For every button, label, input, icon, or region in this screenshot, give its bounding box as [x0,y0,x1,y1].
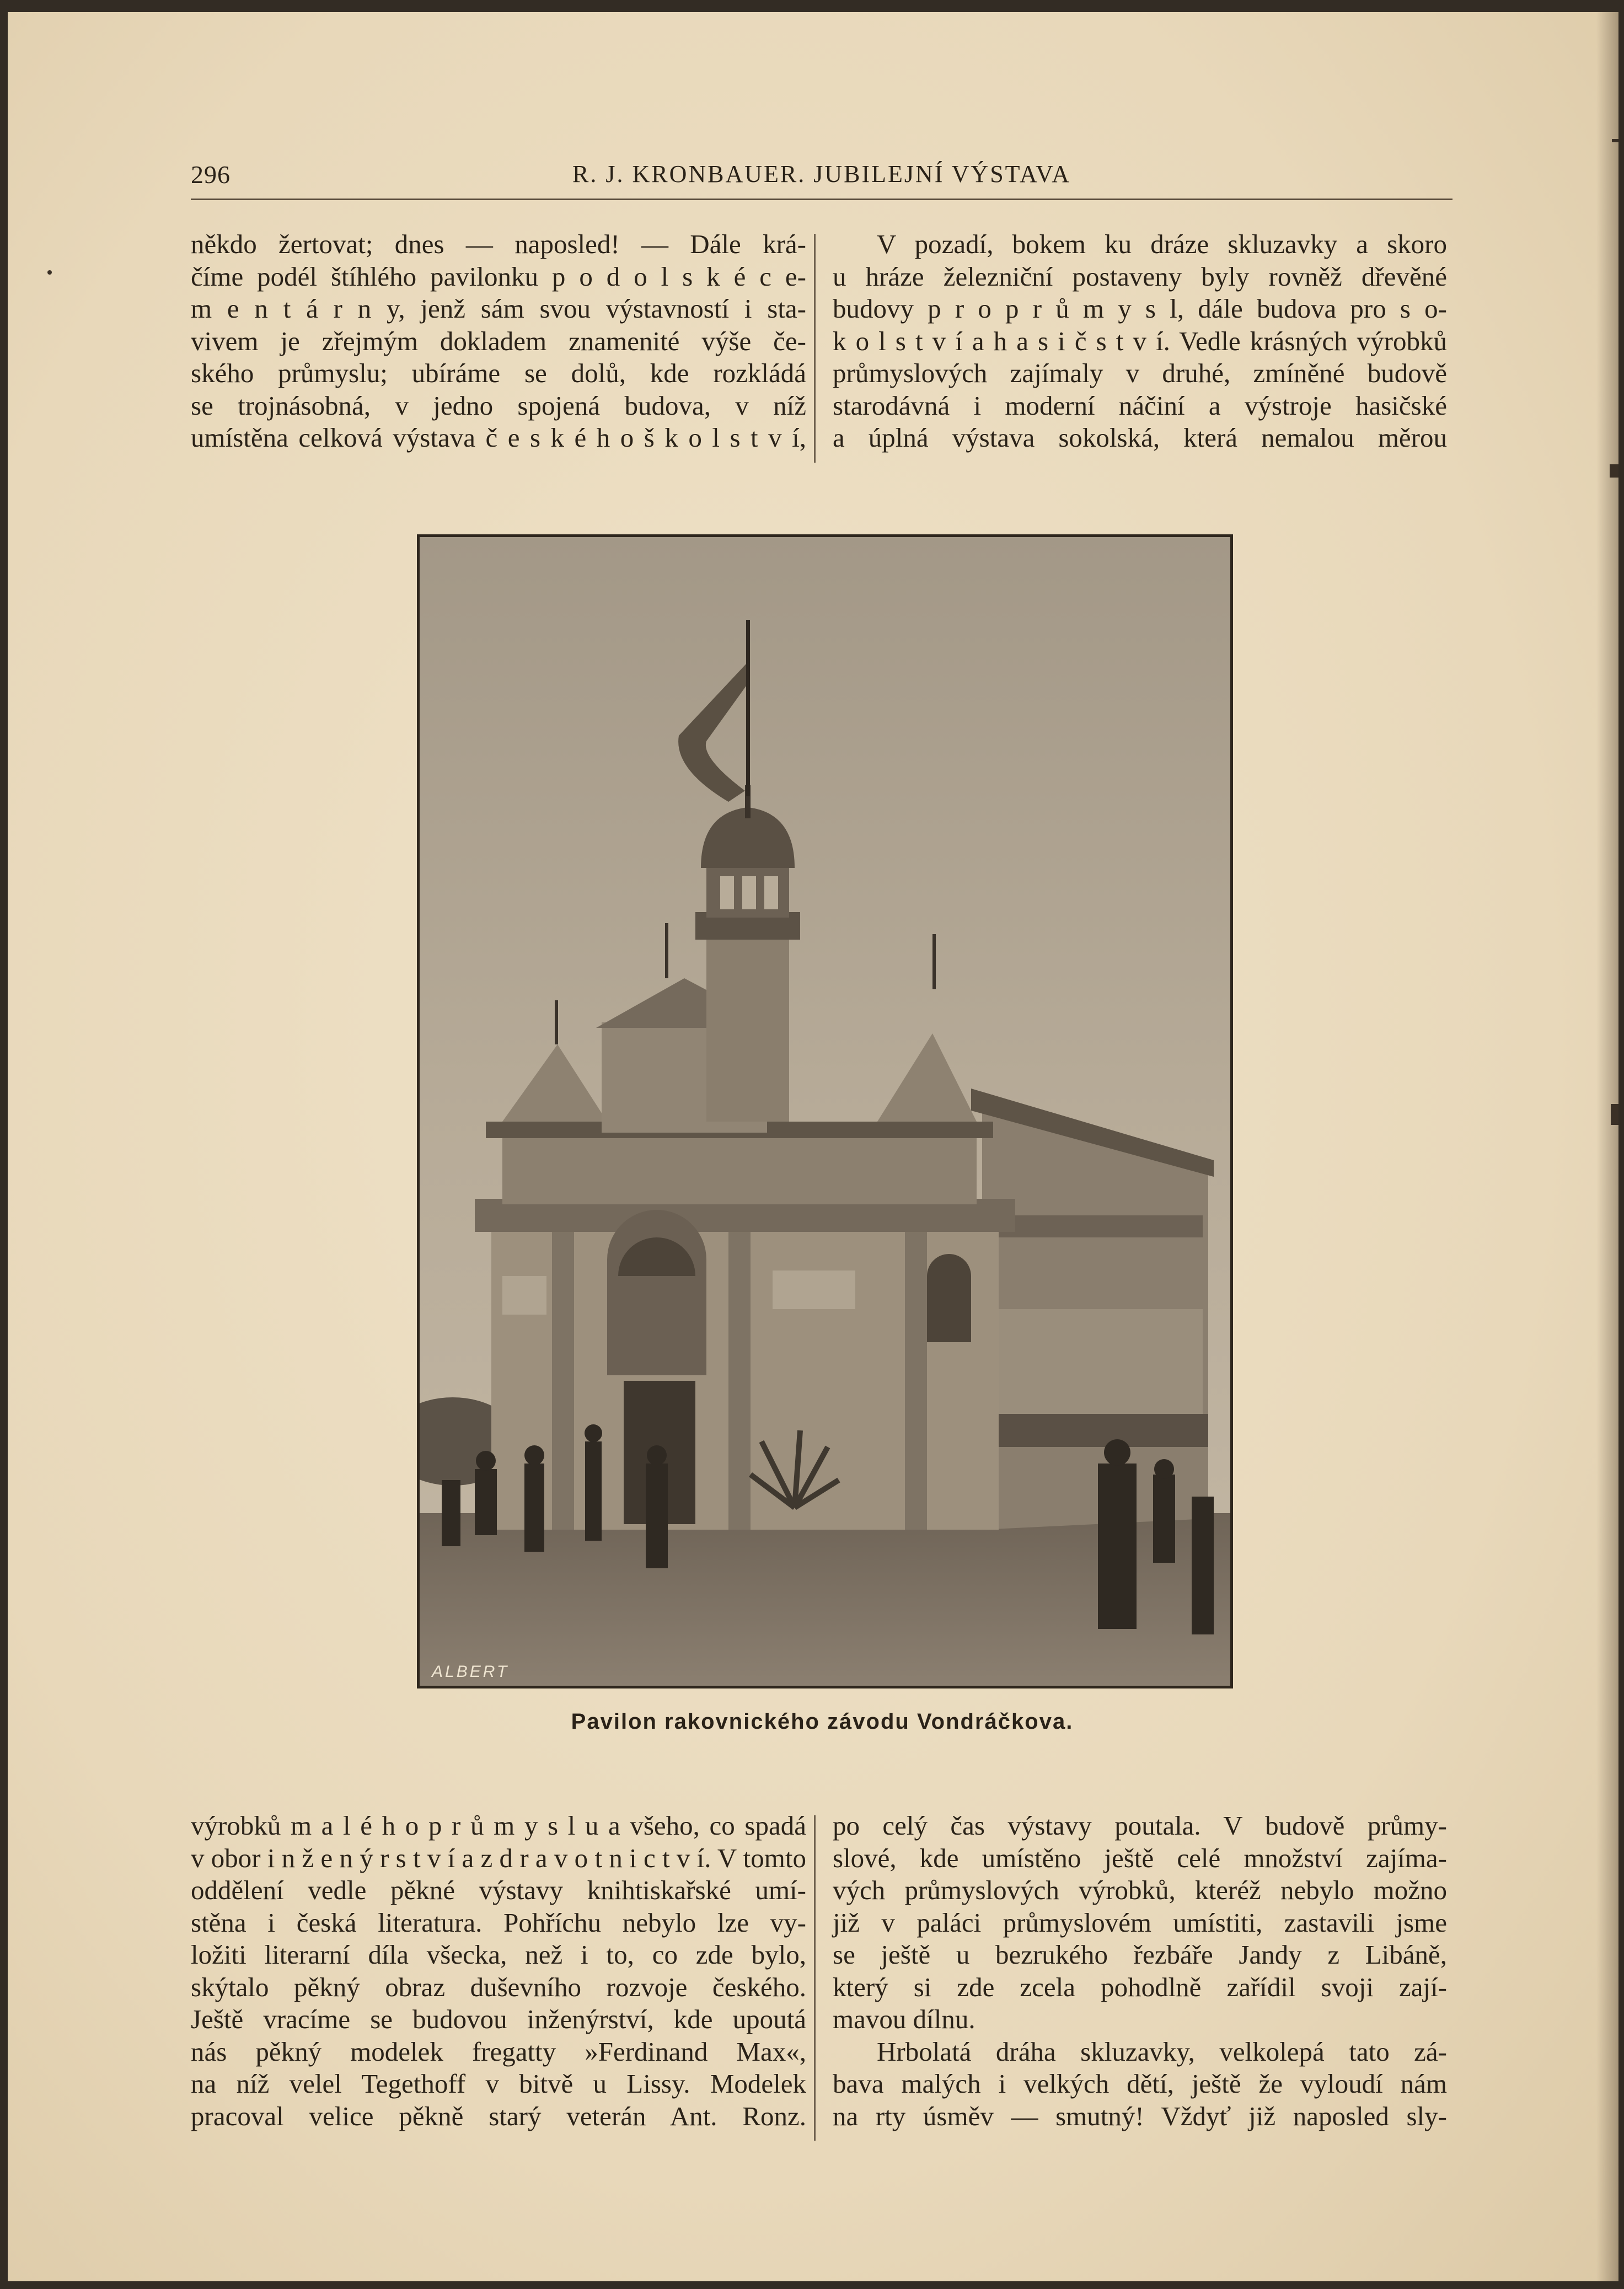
text-line: který si zde zcela pohodlně zařídil svoji zají- [833,1971,1447,2002]
edge-mark-top [1612,139,1618,142]
text-line: umístěna celková výstava č e s k é h o š k o l s t v í, [191,422,806,453]
text-line: číme podél štíhlého pavilonku p o d o l s k é c e- [191,261,806,292]
text-line: výrobků m a l é h o p r ů m y s l u a všeho, co spadá [191,1810,806,1841]
pavilion-illustration [420,537,1230,1686]
column-rule-top [814,234,816,463]
text-line: ložiti literarní díla všecka, než i to, co zde bylo, [191,1939,806,1970]
text-line: k o l s t v í a h a s i č s t v í. Vedle krásných výrobků [833,325,1447,356]
figure-caption: Pavilon rakovnického závodu Vondráčkova. [571,1709,1074,1734]
text-line: někdo žertovat; dnes — naposled! — Dále krá- [191,229,806,259]
text-line: mavou dílnu. [833,2004,976,2034]
bottom-right-column [833,1810,1447,2132]
running-title: R. J. KRONBAUER. JUBILEJNÍ VÝSTAVA [572,160,1071,187]
text-line: a úplná výstava sokolská, která nemalou měrou [833,422,1447,453]
page-edge-shadow [1596,12,1618,2281]
text-line: starodávná i moderní náčiní a výstroje hasičské [833,390,1447,421]
text-line: se ještě u bezrukého řezbáře Jandy z Libáně, [833,1939,1447,1970]
book-page [8,12,1618,2281]
text-line: oddělení vedle pěkné výstavy knihtiskařské umí- [191,1875,806,1905]
text-line: na níž velel Tegethoff v bitvě u Lissy. Modelek [191,2068,806,2099]
text-line: m e n t á r n y, jenž sám svou výstavností i sta- [191,293,806,324]
text-line: po celý čas výstavy poutala. V budově průmy- [833,1810,1447,1841]
edge-mark-spine [1610,464,1618,478]
text-line: Ještě vracíme se budovou inženýrství, kde upoutá [191,2004,806,2034]
text-line: nás pěkný modelek fregatty »Ferdinand Max«, [191,2036,806,2067]
photographer-signature: ALBERT [432,1663,510,1681]
text-line: vivem je zřejmým dokladem znamenité výše če- [191,325,806,356]
page-number: 296 [191,160,231,189]
column-rule-bottom [814,1815,816,2141]
running-header [191,154,1453,200]
pavilion-photograph [417,534,1233,1688]
text-line: pracoval velice pěkně starý veterán Ant. Ronz. [191,2100,806,2131]
text-line: v obor i n ž e n ý r s t v í a z d r a v o t n i c t v í. V tomto [191,1842,806,1873]
text-line: stěna i česká literatura. Pohříchu nebylo lze vy- [191,1907,806,1938]
text-line: skýtalo pěkný obraz duševního rozvoje českého. [191,1971,806,2002]
top-left-column [191,228,806,454]
text-line: již v paláci průmyslovém umístiti, zastavili jsme [833,1907,1447,1938]
text-line: ského průmyslu; ubíráme se dolů, kde rozkládá [191,358,806,388]
text-line: u hráze železniční postaveny byly rovněž dřevěné [833,261,1447,292]
text-line: Hrbolatá dráha skluzavky, velkolepá tato zá- [877,2036,1447,2067]
top-right-column [833,228,1447,454]
stray-dot [47,270,52,275]
text-line: na rty úsměv — smutný! Vždyť již naposled sly- [833,2100,1447,2131]
text-line: vých průmyslových výrobků, kteréž nebylo možno [833,1875,1447,1905]
text-line: se trojnásobná, v jedno spojená budova, v níž [191,390,806,421]
bottom-left-column [191,1810,806,2132]
text-line: slové, kde umístěno ještě celé množství zajíma- [833,1842,1447,1873]
text-line: budovy p r o p r ů m y s l, dále budova pro s o- [833,293,1447,324]
text-line: bava malých i velkých dětí, ještě že vyloudí nám [833,2068,1447,2099]
text-line: V pozadí, bokem ku dráze skluzavky a skoro [877,229,1447,259]
text-line: průmyslových zajímaly v druhé, zmíněné budově [833,358,1447,388]
edge-mark-mid [1611,1104,1618,1125]
